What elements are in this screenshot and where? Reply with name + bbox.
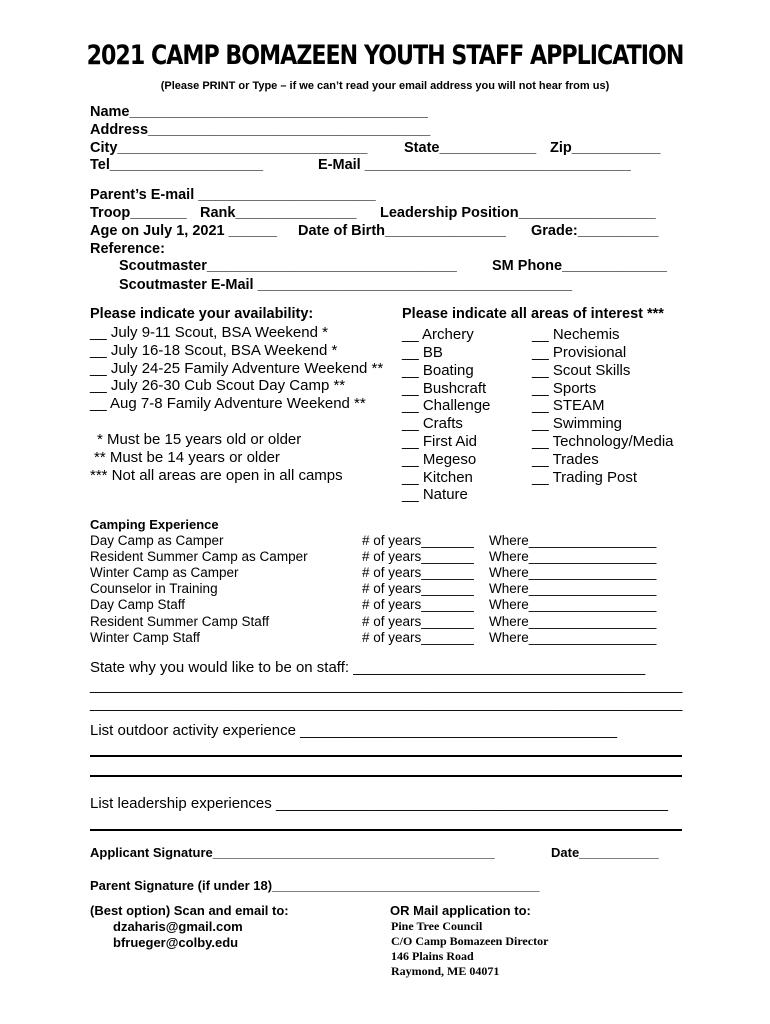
where-field[interactable]: Where_________________ <box>489 581 657 596</box>
age-field[interactable]: Age on July 1, 2021 ______ <box>90 223 277 239</box>
page-subtitle: (Please PRINT or Type – if we can’t read your email address you will not hear from us) <box>160 80 610 92</box>
where-field[interactable]: Where_________________ <box>489 565 657 580</box>
interest-option[interactable]: __ Crafts <box>402 415 463 432</box>
interest-option[interactable]: __ Swimming <box>532 415 623 432</box>
answer-line[interactable] <box>90 775 682 777</box>
scoutmaster-email-field[interactable]: Scoutmaster E-Mail _______________________________________ <box>119 277 573 293</box>
where-field[interactable]: Where_________________ <box>489 630 657 645</box>
scoutmaster-field[interactable]: Scoutmaster_______________________________ <box>119 258 457 274</box>
zip-field[interactable]: Zip___________ <box>550 140 661 156</box>
leadership-experience-field[interactable]: List leadership experiences _______________________________________________ <box>90 795 669 812</box>
years-field[interactable]: # of years_______ <box>362 549 474 564</box>
camping-row-label: Resident Summer Camp Staff <box>90 614 270 629</box>
mail-address-line: Raymond, ME 04071 <box>391 964 500 978</box>
state-field[interactable]: State____________ <box>404 140 537 156</box>
page-title: 2021 CAMP BOMAZEEN YOUTH STAFF APPLICATION <box>86 40 684 71</box>
why-staff-field[interactable]: State why you would like to be on staff: ___________________________________ <box>90 659 646 676</box>
years-field[interactable]: # of years_______ <box>362 565 474 580</box>
age-note: * Must be 15 years old or older <box>97 431 302 448</box>
why-staff-line[interactable]: _______________________________________________________________________ <box>90 695 683 712</box>
availability-option[interactable]: __ July 26-30 Cub Scout Day Camp ** <box>90 377 346 394</box>
where-field[interactable]: Where_________________ <box>489 597 657 612</box>
years-field[interactable]: # of years_______ <box>362 597 474 612</box>
rank-field[interactable]: Rank_______________ <box>200 205 357 221</box>
parent-email-field[interactable]: Parent’s E-mail ______________________ <box>90 187 376 203</box>
interests-heading: Please indicate all areas of interest *** <box>402 306 664 322</box>
tel-field[interactable]: Tel___________________ <box>90 157 264 173</box>
interest-option[interactable]: __ Nechemis <box>532 326 620 343</box>
sm-phone-field[interactable]: SM Phone_____________ <box>492 258 667 274</box>
applicant-signature-field[interactable]: Applicant Signature_______________________________________ <box>90 845 495 860</box>
years-field[interactable]: # of years_______ <box>362 614 474 629</box>
interest-option[interactable]: __ Bushcraft <box>402 380 487 397</box>
parent-signature-field[interactable]: Parent Signature (if under 18)_____________________________________ <box>90 878 540 893</box>
mail-address-line: Pine Tree Council <box>391 919 483 933</box>
interest-option[interactable]: __ STEAM <box>532 397 605 414</box>
name-field[interactable]: Name_____________________________________ <box>90 104 428 120</box>
where-field[interactable]: Where_________________ <box>489 549 657 564</box>
years-field[interactable]: # of years_______ <box>362 581 474 596</box>
camping-row-label: Counselor in Training <box>90 581 218 596</box>
interest-option[interactable]: __ Archery <box>402 326 474 343</box>
outdoor-experience-field[interactable]: List outdoor activity experience ______________________________________ <box>90 722 618 739</box>
mail-heading: OR Mail application to: <box>390 903 531 918</box>
dob-field[interactable]: Date of Birth_______________ <box>298 223 506 239</box>
years-field[interactable]: # of years_______ <box>362 630 474 645</box>
availability-option[interactable]: __ Aug 7-8 Family Adventure Weekend ** <box>90 395 366 412</box>
camping-row-label: Winter Camp as Camper <box>90 565 239 580</box>
date-field[interactable]: Date___________ <box>551 845 659 860</box>
camping-row-label: Day Camp Staff <box>90 597 186 612</box>
why-staff-line[interactable]: _______________________________________________________________________ <box>90 677 683 694</box>
camping-row-label: Day Camp as Camper <box>90 533 224 548</box>
age-note: ** Must be 14 years or older <box>94 449 280 466</box>
availability-option[interactable]: __ July 9-11 Scout, BSA Weekend * <box>90 324 328 341</box>
grade-field[interactable]: Grade:__________ <box>531 223 659 239</box>
interest-option[interactable]: __ Kitchen <box>402 469 473 486</box>
availability-option[interactable]: __ July 16-18 Scout, BSA Weekend * <box>90 342 338 359</box>
interest-option[interactable]: __ Sports <box>532 380 597 397</box>
interest-option[interactable]: __ BB <box>402 344 443 361</box>
where-field[interactable]: Where_________________ <box>489 533 657 548</box>
interest-option[interactable]: __ Technology/Media <box>532 433 674 450</box>
camping-row-label: Winter Camp Staff <box>90 630 201 645</box>
interest-option[interactable]: __ Challenge <box>402 397 491 414</box>
mail-address-line: 146 Plains Road <box>391 949 474 963</box>
contact-email[interactable]: bfrueger@colby.edu <box>113 935 239 950</box>
interest-option[interactable]: __ Nature <box>402 486 468 503</box>
answer-line[interactable] <box>90 829 682 831</box>
interest-option[interactable]: __ Megeso <box>402 451 477 468</box>
interest-option[interactable]: __ Boating <box>402 362 474 379</box>
interest-option[interactable]: __ Provisional <box>532 344 627 361</box>
troop-field[interactable]: Troop_______ <box>90 205 187 221</box>
address-field[interactable]: Address___________________________________ <box>90 122 431 138</box>
interest-option[interactable]: __ Scout Skills <box>532 362 631 379</box>
camps-note: *** Not all areas are open in all camps <box>90 467 343 484</box>
scan-email-heading: (Best option) Scan and email to: <box>90 903 289 918</box>
interest-option[interactable]: __ Trades <box>532 451 599 468</box>
answer-line[interactable] <box>90 755 682 757</box>
availability-option[interactable]: __ July 24-25 Family Adventure Weekend ** <box>90 360 384 377</box>
email-field[interactable]: E-Mail _________________________________ <box>318 157 631 173</box>
camping-row-label: Resident Summer Camp as Camper <box>90 549 308 564</box>
contact-email[interactable]: dzaharis@gmail.com <box>113 919 243 934</box>
reference-label: Reference: <box>90 241 165 257</box>
interest-option[interactable]: __ First Aid <box>402 433 478 450</box>
interest-option[interactable]: __ Trading Post <box>532 469 638 486</box>
availability-heading: Please indicate your availability: <box>90 306 314 322</box>
leadership-position-field[interactable]: Leadership Position_________________ <box>380 205 656 221</box>
where-field[interactable]: Where_________________ <box>489 614 657 629</box>
years-field[interactable]: # of years_______ <box>362 533 474 548</box>
city-field[interactable]: City_______________________________ <box>90 140 368 156</box>
camping-heading: Camping Experience <box>90 517 219 532</box>
mail-address-line: C/O Camp Bomazeen Director <box>391 934 549 948</box>
